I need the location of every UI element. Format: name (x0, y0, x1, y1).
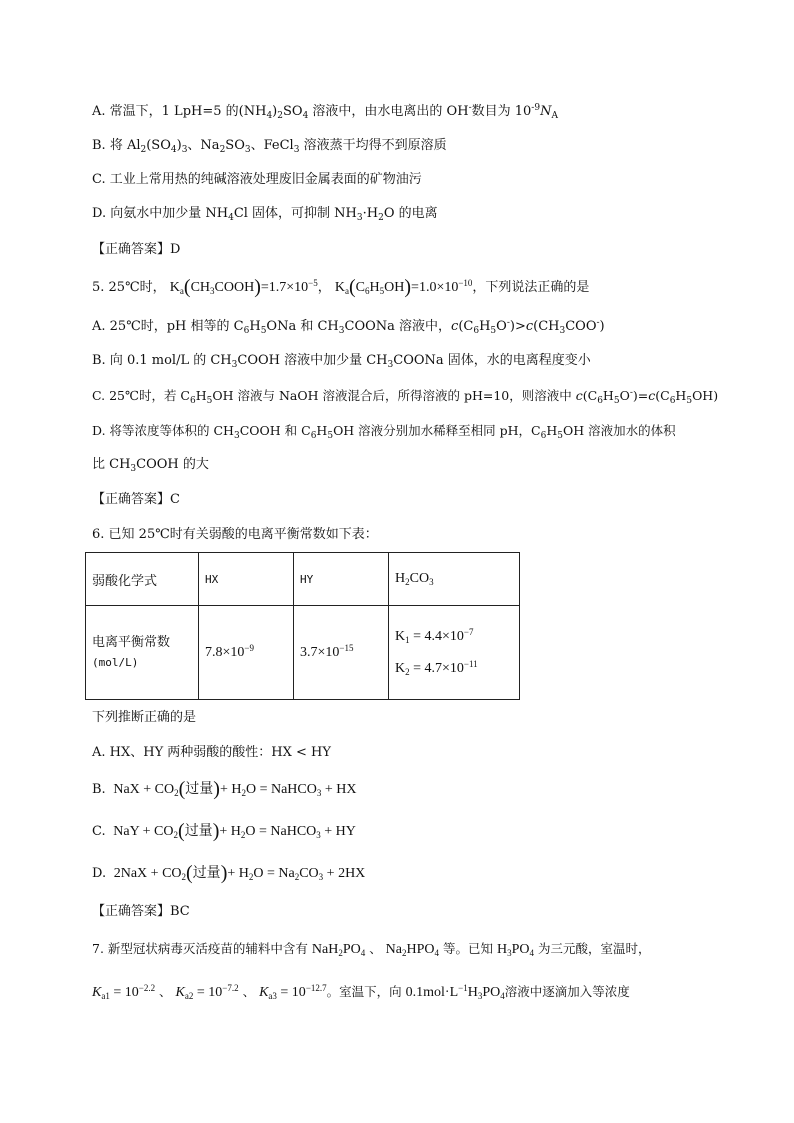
table-value-k2: $K_2 = 4.7\times 10^{-11}$ (395, 658, 478, 677)
q5-option-b: B. 向 0.1 mol/L 的 $CH_3COOH$ 溶液中加少量 $CH_3COONa$ 固体，水的电离程度变小 (92, 353, 591, 370)
table-header-formula: 弱酸化学式 (86, 553, 199, 606)
q6-option-c: C. NaY + $CO_2$(过量)+ $H_2O$ = NaHCO$_3$ + HY (92, 820, 356, 842)
q6-option-b: B. NaX + $CO_2$(过量)+ $H_2O$ = NaHCO$_3$ + HX (92, 778, 357, 800)
q4-answer: 【正确答案】D (92, 242, 181, 257)
q6-prompt: 下列推断正确的是 (92, 710, 197, 725)
q7-line2: $K_{a1} = 10^{-2.2}$ 、 $K_{a2} = 10^{-7.2}$ 、 $K_{a3} = 10^{-12.7}$。室温下，向 $0.1mol\cdot L^{-1}H_3PO_4$溶液中逐滴加入等浓度 (92, 983, 630, 1001)
table-row-label (86, 606, 199, 700)
table-header-hy: HY (294, 553, 389, 606)
q7-line1: 7. 新型冠状病毒灭活疫苗的辅料中含有 $NaH_2PO_4$ 、 $Na_2HPO_4$ 等。已知 $H_3PO_4$ 为三元酸，室温时， (92, 941, 651, 958)
table-header-h2co3: $H_2CO_3$ (389, 553, 520, 606)
q6-answer: 【正确答案】BC (92, 904, 190, 919)
q4-option-b: B. 将 $Al_2(SO_4)_3$、$Na_2SO_3$、FeCl$_3$ 溶液蒸干均得不到原溶质 (92, 138, 447, 155)
q4-option-d: D. 向氨水中加少量 $NH_4Cl$ 固体，可抑制 $NH_3\cdot H_2O$ 的电离 (92, 206, 438, 223)
q6-option-d: D. $2NaX + CO_2$(过量)+ $H_2O = Na_2CO_3 + 2HX$ (92, 862, 366, 884)
q5-option-d-line2: 比 $CH_3COOH$ 的大 (92, 457, 209, 474)
table-label-line1: 电离平衡常数 (92, 634, 171, 650)
acid-constant-table (85, 552, 520, 700)
q6-stem: 6. 已知 25℃时有关弱酸的电离平衡常数如下表： (92, 527, 378, 542)
q5-option-d-line1: D. 将等浓度等体积的 $CH_3COOH$ 和 $C_6H_5OH$ 溶液分别加水稀释至相同 pH，$C_6H_5OH$ 溶液加水的体积 (92, 423, 676, 441)
table-value-hy: $3.7\times 10^{-15}$ (294, 606, 389, 700)
q6-option-a: A. HX、HY 两种弱酸的酸性：HX < HY (92, 745, 331, 760)
table-label-line2: (mol/L) (92, 655, 139, 669)
q5-option-c: C. 25℃时，若 $C_6H_5OH$ 溶液与 NaOH 溶液混合后，所得溶液的 pH=10，则溶液中 $c(C_6H_5O^-)=c(C_6H_5OH)$ (92, 388, 719, 406)
q4-option-c: C. 工业上常用热的纯碱溶液处理废旧金属表面的矿物油污 (92, 172, 422, 187)
q5-option-a: A. 25℃时，pH 相等的 $C_6H_5ONa$ 和 $CH_3COONa$ 溶液中，$c(C_6H_5O^-)>c(CH_3COO^-)$ (92, 318, 605, 336)
table-header-hx: HX (199, 553, 294, 606)
table-value-h2co3 (389, 606, 520, 700)
q5-answer: 【正确答案】C (92, 492, 180, 507)
q5-stem: 5. 25℃时， $K_a(CH_3COOH)=1.7\times 10^{-5}$， $K_a(C_6H_5OH)=1.0\times 10^{-10}$，下列说法正确的是 (92, 276, 590, 298)
q4-option-a: A. 常温下，1 LpH=5 的$(NH_4)_2SO_4$ 溶液中，由水电离出的 OH-数目为 $10^{-9}N_A$ (92, 103, 558, 121)
table-value-k1: $K_1 = 4.4\times 10^{-7}$ (395, 626, 474, 645)
table-value-hx: $7.8\times 10^{-9}$ (199, 606, 294, 700)
